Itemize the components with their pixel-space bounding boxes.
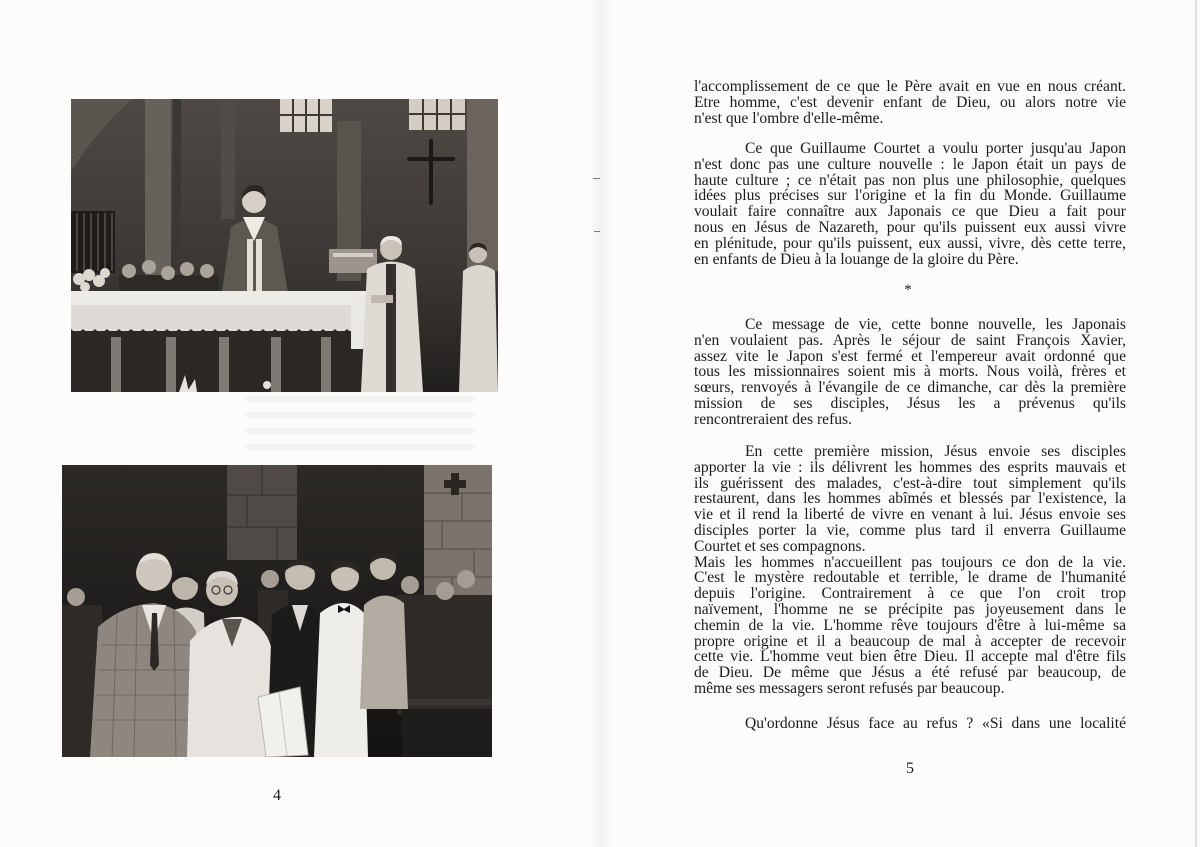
- show-through-shadow: [245, 396, 475, 460]
- text-line: nous en Jésus de Nazareth, pour qu'ils puissent eux aussi vivre: [694, 218, 1126, 236]
- paragraph: [694, 79, 1126, 126]
- text-line: C'est le mystère redoutable et terrible, le drame de l'humanité: [694, 569, 1126, 587]
- text-line: chemin de la vie. L'homme rêve toujours d'être à lui-même sa: [694, 616, 1126, 634]
- text-line: Courtet et ses compagnons.: [694, 537, 866, 555]
- text-line: de Dieu. De même que Jésus a été refusé par beaucoup, de: [694, 664, 1126, 682]
- text-line: haute culture ; ce n'était pas non plus une philosophie, quelques: [694, 171, 1126, 189]
- text-line: depuis l'origine. Contrairement à ce que l'on croit trop: [694, 585, 1126, 603]
- text-line: restaurent, dans les hommes abîmés et blessés par l'existence, la: [694, 490, 1126, 508]
- text-line: en plénitude, pour qu'ils puissent, eux aussi, vivre, dès cette terre,: [694, 234, 1126, 252]
- text-line: n'est donc pas une culture nouvelle : le Japon était un pays de: [694, 155, 1126, 173]
- text-line: propre origine et il a beaucoup de mal à accepter de recevoir: [694, 632, 1126, 650]
- text-line: vie et il rend la liberté de vivre en venant à lui. Jésus envoie ses: [694, 506, 1126, 524]
- text-line: l'accomplissement de ce que le Père avait en vue en nous créant.: [694, 78, 1126, 95]
- text-line: apporter la vie : ils délivrent les hommes des esprits mauvais et: [694, 458, 1126, 476]
- text-line: tous les missionnaires soient mis à morts. Nous voilà, frères et: [694, 363, 1126, 381]
- text-line: En cette première mission, Jésus envoie ses disciples: [745, 443, 1126, 460]
- text-line: Mais les hommes n'accueillent pas toujours ce don de la vie.: [694, 553, 1126, 571]
- text-line: rencontreraient des refus.: [694, 410, 853, 428]
- text-line: ils guérissent des malades, c'est-à-dire tout simplement qu'ils: [694, 474, 1126, 492]
- text-line: cette vie. L'homme veut bien être Dieu. Il accepte mal d'être fils: [694, 648, 1126, 666]
- text-line: Qu'ordonne Jésus face au refus ? «Si dans une localité: [745, 715, 1126, 732]
- text-line: même ses messagers seront refusés par beaucoup.: [694, 679, 1005, 697]
- paragraph: [694, 317, 1126, 428]
- page-number-left: 4: [273, 787, 281, 804]
- text-line: n'est que l'ombre d'elle-même.: [694, 109, 884, 127]
- text-line: assez vite le Japon s'est fermé et l'empereur avait ordonné que: [694, 347, 1126, 365]
- text-line: disciples porter la vie, comme plus tard il enverra Guillaume: [694, 521, 1126, 539]
- right-page: [600, 0, 1200, 847]
- text-line: voulait faire connaître aux Japonais ce que Dieu a fait pour: [694, 203, 1126, 221]
- left-page: [0, 0, 598, 847]
- text-line: Ce message de vie, cette bonne nouvelle, les Japonais: [745, 316, 1126, 333]
- song-booklet: [258, 687, 308, 757]
- page-number-right: 5: [906, 760, 914, 777]
- organ-grille: [71, 211, 115, 273]
- text-line: idées plus précises sur l'origine et la fin du Monde. Guillaume: [694, 187, 1126, 205]
- paragraph: [694, 716, 1126, 732]
- text-line: mission de ses disciples, Jésus les a prévenus qu'ils: [694, 394, 1126, 412]
- text-line: Etre homme, c'est devenir enfant de Dieu, ou alors notre vie: [694, 93, 1126, 111]
- photo-altar-mass: [71, 99, 498, 392]
- text-line: n'en voulaient pas. Après le séjour de saint François Xavier,: [694, 331, 1126, 349]
- altar: [71, 291, 371, 392]
- text-line: Ce que Guillaume Courtet a voulu porter jusqu'au Japon: [745, 140, 1126, 157]
- text-line: en enfants de Dieu à la louange de la gloire du Père.: [694, 250, 1019, 268]
- photo-congregation: [62, 465, 492, 757]
- paragraph: [694, 444, 1126, 697]
- section-separator: *: [904, 282, 912, 298]
- paragraph: [694, 141, 1126, 267]
- text-line: sœurs, renvoyés à l'évangile de ce dimanche, car dès la première: [694, 379, 1126, 397]
- text-line: naïvement, l'homme ne se précipite pas joyeusement dans le: [694, 600, 1126, 618]
